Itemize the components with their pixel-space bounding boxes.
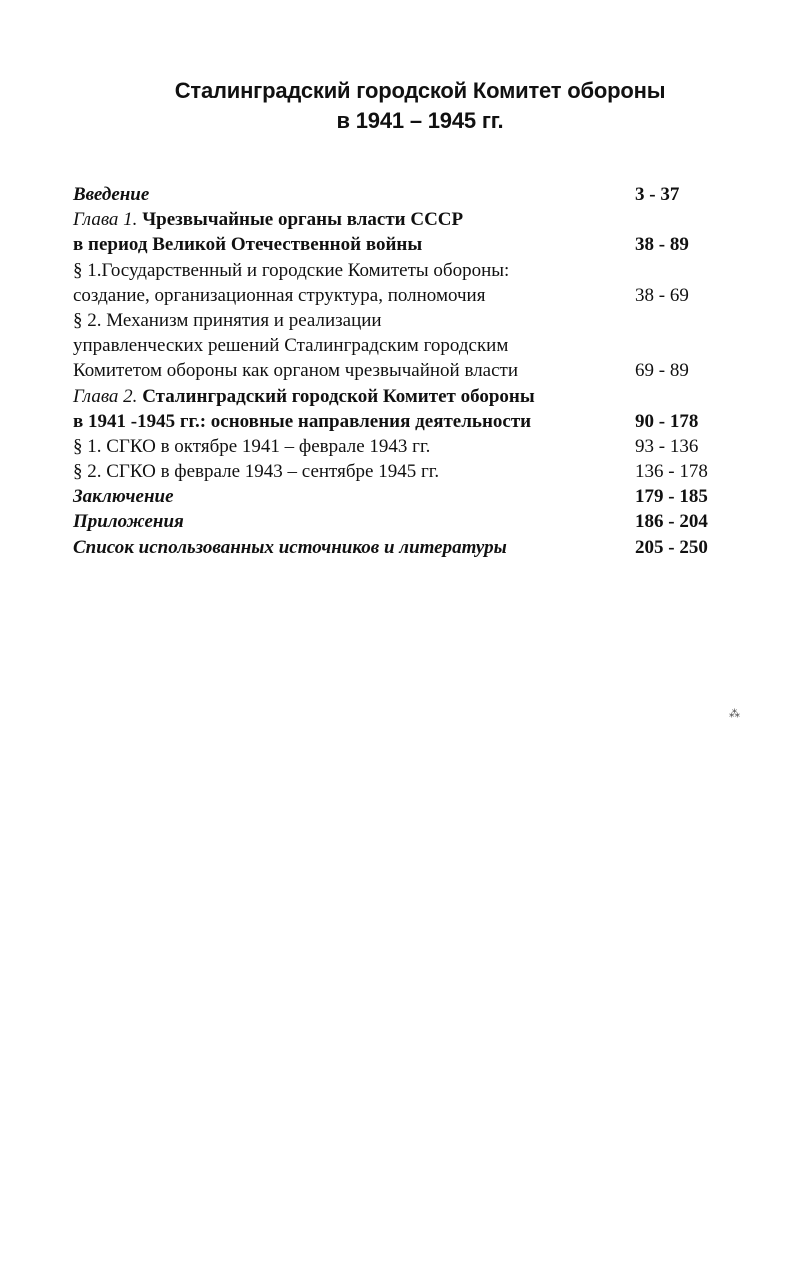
toc-ch1-s2-line2: управленческих решений Сталинградским городским: [73, 335, 509, 357]
toc-row-ch1-s1-cont: [73, 283, 753, 308]
toc-chapter2-title-line2: в 1941 -1945 гг.: основные направления деятельности: [73, 410, 532, 432]
toc-ch1-s1-pages: 38 - 69: [635, 284, 689, 306]
document-title: [0, 76, 793, 136]
toc-sources-label: Список использованных источников и литературы: [73, 536, 507, 558]
toc-conclusion-label: Заключение: [73, 486, 174, 508]
toc-appendices-label: Приложения: [73, 511, 184, 533]
toc-ch2-s1-pages: 93 - 136: [635, 435, 699, 457]
toc-conclusion-pages: 179 - 185: [635, 486, 708, 508]
title-line-1: Сталинградский городской Комитет обороны: [174, 78, 666, 103]
toc-chapter1-title-line1: Чрезвычайные органы власти СССР: [142, 209, 464, 231]
toc-row-intro: [73, 182, 753, 207]
toc-intro-label: Введение: [73, 184, 150, 205]
toc-sources-pages: 205 - 250: [635, 536, 708, 558]
toc-ch1-s2-line1: § 2. Механизм принятия и реализации: [73, 309, 382, 331]
toc-chapter1-title-line2: в период Великой Отечественной войны: [73, 234, 423, 256]
toc-row-chapter1-title: [73, 207, 753, 232]
toc-chapter2-prefix: Глава 2.: [73, 385, 143, 407]
toc-row-sources: [73, 535, 753, 560]
toc-chapter2-heading: [73, 384, 535, 409]
toc-row-conclusion: [73, 484, 753, 509]
table-of-contents: [73, 182, 753, 560]
toc-ch1-s1-line1: § 1.Государственный и городские Комитеты обороны:: [73, 259, 510, 281]
toc-ch1-s2-line3: Комитетом обороны как органом чрезвычайной власти: [73, 360, 519, 382]
toc-ch1-s2-pages: 69 - 89: [635, 360, 689, 382]
toc-intro-pages: 3 - 37: [635, 184, 680, 205]
toc-chapter2-title-line1: Сталинградский городской Комитет обороны: [142, 385, 535, 407]
title-line-2: в 1941 – 1945 гг.: [336, 108, 504, 133]
toc-row-ch2-s2: [73, 459, 753, 484]
toc-row-chapter1-title-cont: [73, 232, 753, 257]
toc-ch2-s2-label: § 2. СГКО в феврале 1943 – сентябре 1945 гг.: [73, 461, 440, 483]
toc-chapter1-pages: 38 - 89: [635, 234, 689, 256]
toc-row-ch1-s1: [73, 258, 753, 283]
toc-row-chapter2-title: [73, 384, 753, 409]
toc-row-ch1-s2: [73, 308, 753, 333]
toc-appendices-pages: 186 - 204: [635, 511, 708, 533]
toc-row-chapter2-title-cont: [73, 409, 753, 434]
toc-row-ch1-s2-cont2: [73, 358, 753, 383]
toc-ch2-s1-label: § 1. СГКО в октябре 1941 – феврале 1943 гг.: [73, 435, 431, 457]
margin-mark: ⁂: [729, 707, 740, 720]
toc-row-appendices: [73, 509, 753, 534]
toc-row-ch1-s2-cont: [73, 333, 753, 358]
toc-chapter1-heading: [73, 207, 463, 232]
toc-row-ch2-s1: [73, 434, 753, 459]
toc-chapter2-pages: 90 - 178: [635, 410, 699, 432]
toc-ch2-s2-pages: 136 - 178: [635, 461, 708, 483]
toc-ch1-s1-line2: создание, организационная структура, полномочия: [73, 284, 486, 306]
toc-chapter1-prefix: Глава 1.: [73, 209, 143, 231]
